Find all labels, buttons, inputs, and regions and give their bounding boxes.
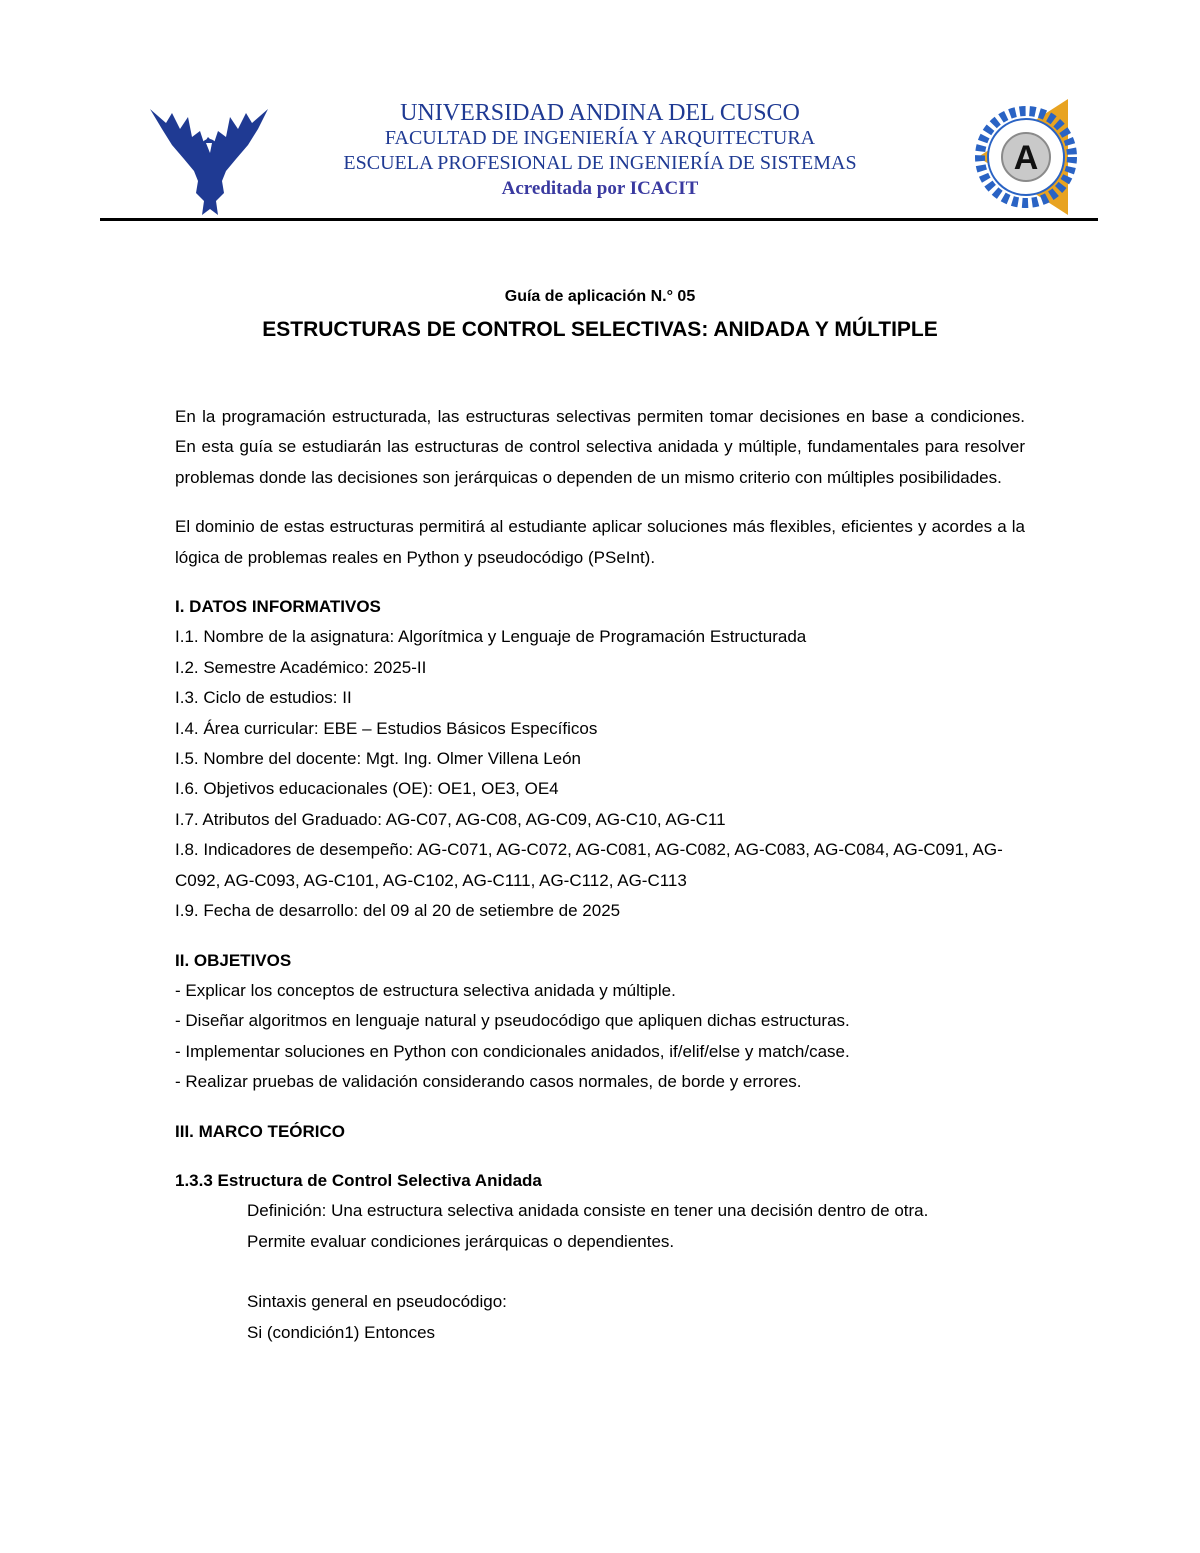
info-item: I.6. Objetivos educacionales (OE): OE1, OE3, OE4 — [175, 779, 559, 799]
info-item: I.7. Atributos del Graduado: AG-C07, AG-C08, AG-C09, AG-C10, AG-C11 — [175, 809, 726, 829]
info-item: I.2. Semestre Académico: 2025-II — [175, 657, 427, 677]
section-heading: I. DATOS INFORMATIVOS — [175, 597, 381, 617]
syntax-label: Sintaxis general en pseudocódigo: — [247, 1292, 507, 1312]
accreditation-line: Acreditada por ICACIT — [501, 178, 699, 199]
guide-number: Guía de aplicación N.° 05 — [504, 288, 696, 305]
info-item: I.1. Nombre de la asignatura: Algorítmica y Lenguaje de Programación Estructurada — [175, 627, 807, 647]
explanation-text: Permite evaluar condiciones jerárquicas o dependientes. — [247, 1231, 675, 1251]
svg-text:A: A — [1013, 139, 1039, 177]
objective-item: - Implementar soluciones en Python con condicionales anidados, if/elif/else y match/case. — [175, 1041, 850, 1061]
pseudocode-line: Si (condición1) Entonces — [247, 1322, 436, 1342]
intro-paragraph: En la programación estructurada, las estructuras selectivas permiten tomar decisiones en base a condiciones. En esta guía se estudiarán las estructuras de control selectiva anidada y múltiple, fundamentales para resolver problemas donde las decisiones son jerárquicas o dependen de un mismo criterio con múltiples posibilidades. — [175, 407, 1025, 487]
faculty-name: FACULTAD DE INGENIERÍA Y ARQUITECTURA — [384, 127, 816, 149]
header-divider — [100, 218, 1098, 221]
document-title: ESTRUCTURAS DE CONTROL SELECTIVAS: ANIDADA Y MÚLTIPLE — [262, 318, 938, 341]
objective-item: - Realizar pruebas de validación considerando casos normales, de borde y errores. — [175, 1072, 802, 1092]
document-header — [100, 95, 1098, 225]
info-item: I.5. Nombre del docente: Mgt. Ing. Olmer Villena León — [175, 749, 582, 769]
definition-block — [175, 1196, 1025, 1348]
eagle-logo-icon — [148, 103, 270, 218]
engineering-seal-icon — [960, 97, 1085, 215]
section-heading: II. OBJETIVOS — [175, 950, 292, 970]
info-item: I.8. Indicadores de desempeño: AG-C071, AG-C072, AG-C081, AG-C082, AG-C083, AG-C084, AG-C091, AG-C092, AG-C093, AG-C101, AG-C102, AG-C111, AG-C112, AG-C113 — [175, 840, 1003, 890]
section-heading: III. MARCO TEÓRICO — [175, 1121, 345, 1141]
institution-heading — [280, 100, 920, 202]
info-item: I.4. Área curricular: EBE – Estudios Básicos Específicos — [175, 718, 598, 738]
info-item: I.3. Ciclo de estudios: II — [175, 688, 352, 708]
info-item: I.9. Fecha de desarrollo: del 09 al 20 de setiembre de 2025 — [175, 901, 621, 921]
intro-paragraph: El dominio de estas estructuras permitirá al estudiante aplicar soluciones más flexibles, eficientes y acordes a la lógica de problemas reales en Python y pseudocódigo (PSeInt). — [175, 517, 1025, 567]
subsection-heading: 1.3.3 Estructura de Control Selectiva Anidada — [175, 1170, 542, 1190]
objective-item: - Diseñar algoritmos en lenguaje natural y pseudocódigo que apliquen dichas estructuras. — [175, 1011, 850, 1031]
university-name: UNIVERSIDAD ANDINA DEL CUSCO — [400, 100, 800, 126]
document-body — [175, 402, 1025, 1348]
school-name: ESCUELA PROFESIONAL DE INGENIERÍA DE SISTEMAS — [343, 152, 857, 174]
objective-item: - Explicar los conceptos de estructura selectiva anidada y múltiple. — [175, 980, 676, 1000]
definition-text: Definición: Una estructura selectiva anidada consiste en tener una decisión dentro de otra. — [247, 1201, 929, 1221]
